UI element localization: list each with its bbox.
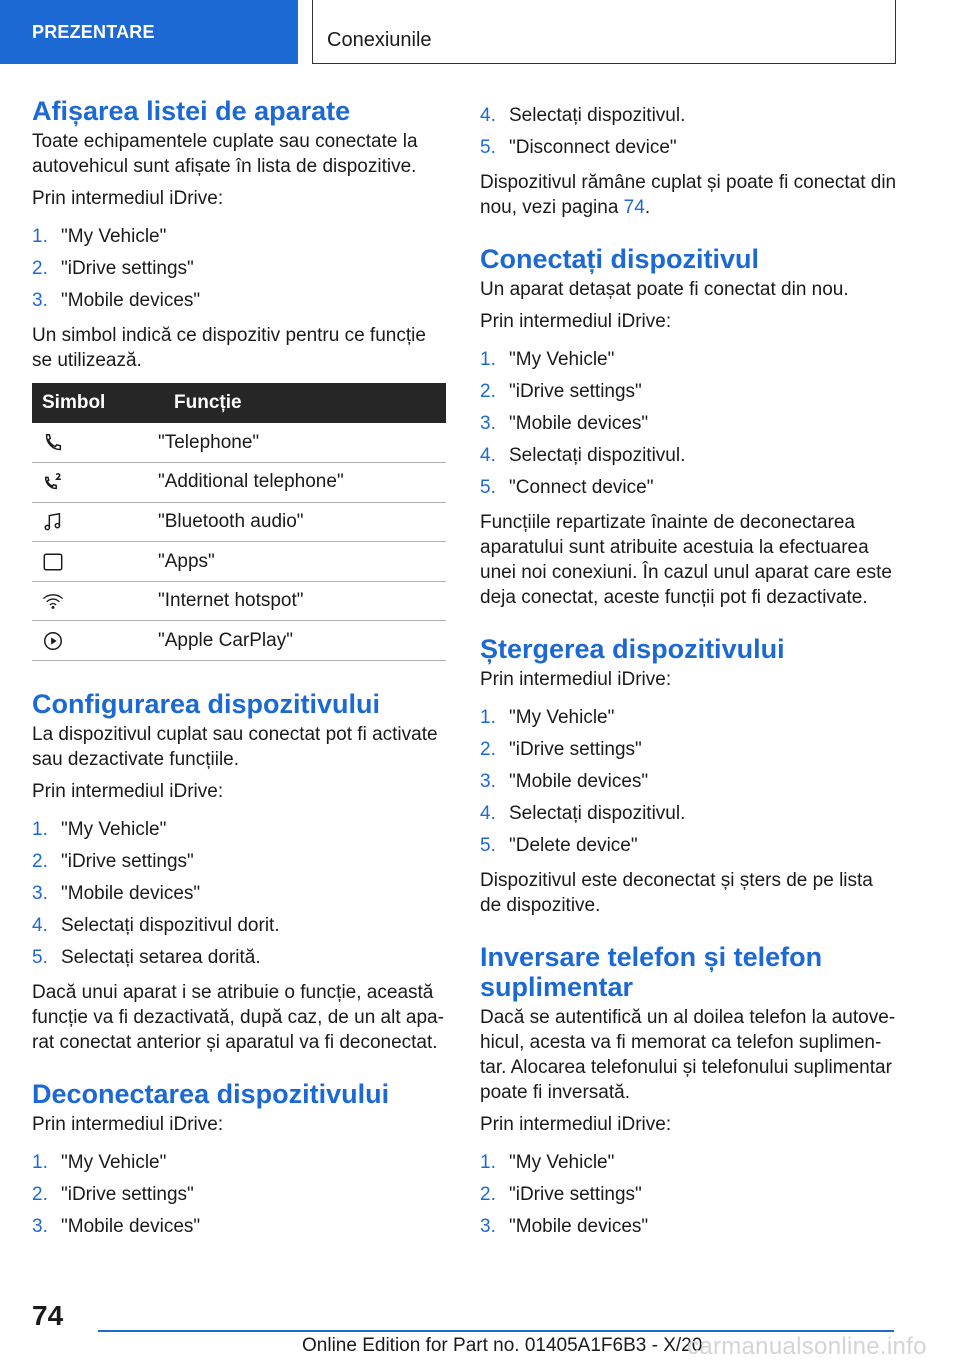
step-number: 3. <box>32 883 48 905</box>
paragraph: Toate echipamentele cuplate sau conectate la autovehicul sunt afișate în lista de dispozitive. <box>32 131 418 177</box>
list-item <box>32 878 450 910</box>
step-number: 3. <box>32 290 48 311</box>
step-text: "My Vehicle" <box>61 1152 167 1174</box>
paragraph: Dacă unui aparat i se atribuie o funcție, această funcție va fi dezactivată, după caz, de un alt apa‐ rat conectat anterior și aparatul va fi deconectat. <box>32 982 444 1054</box>
step-number: 4. <box>480 445 496 466</box>
step-text: "My Vehicle" <box>61 226 167 247</box>
step-text: "iDrive settings" <box>509 381 642 402</box>
steps-list <box>480 344 898 504</box>
paragraph: Prin intermediul iDrive: <box>32 781 224 803</box>
list-item <box>480 344 898 376</box>
paragraph: Un aparat detașat poate fi conectat din nou. <box>480 279 849 300</box>
paragraph-text: Dispozitivul rămâne cuplat și poate fi conectat din nou, vezi pagina <box>480 172 897 218</box>
step-text: "Mobile devices" <box>509 771 649 792</box>
table-row <box>32 423 446 463</box>
list-item <box>32 221 450 253</box>
step-number: 3. <box>32 1216 48 1238</box>
list-item <box>32 285 450 317</box>
step-text: "Delete device" <box>509 835 638 856</box>
right-column <box>480 96 898 1249</box>
paragraph: Prin intermediul iDrive: <box>480 669 672 690</box>
function-cell: "Additional telephone" <box>158 463 446 503</box>
step-text: "Mobile devices" <box>509 1216 649 1237</box>
list-item <box>480 702 898 734</box>
step-text: "Mobile devices" <box>61 290 201 311</box>
paragraph: La dispozitivul cuplat sau conectat pot fi activate sau dezactivate funcțiile. <box>32 724 438 771</box>
step-text: "My Vehicle" <box>509 349 615 370</box>
step-number: 2. <box>480 1184 496 1205</box>
step-number: 4. <box>32 915 48 937</box>
list-item <box>32 1211 450 1243</box>
list-item <box>480 472 898 504</box>
step-text: "iDrive settings" <box>61 258 194 279</box>
watermark: carmanualsonline.info <box>687 1333 927 1360</box>
steps-list <box>480 100 898 164</box>
list-item <box>480 1147 898 1179</box>
paragraph: Un simbol indică ce dispozitiv pentru ce funcție se utilizează. <box>32 325 426 371</box>
carplay-play-icon <box>42 630 64 652</box>
steps-list <box>32 814 450 974</box>
step-text: "Connect device" <box>509 477 654 498</box>
step-text: "iDrive settings" <box>61 851 194 873</box>
step-text: "Mobile devices" <box>509 413 649 434</box>
step-text: Selectați dispozitivul. <box>509 445 686 466</box>
steps-list <box>32 221 450 317</box>
paragraph <box>480 170 898 220</box>
list-item <box>480 798 898 830</box>
heading-delete-device: Ștergerea dispozitivului <box>480 634 785 664</box>
list-item <box>480 376 898 408</box>
step-number: 5. <box>32 947 48 969</box>
symbol-function-table <box>32 383 446 661</box>
step-text: "iDrive settings" <box>509 739 642 760</box>
list-item <box>480 1211 898 1243</box>
step-text: Selectați dispozitivul. <box>509 105 686 126</box>
list-item <box>32 942 450 974</box>
table-row <box>32 502 446 542</box>
list-item <box>32 814 450 846</box>
function-cell: "Apple CarPlay" <box>158 621 446 661</box>
step-number: 1. <box>32 819 48 841</box>
telephone-icon <box>42 432 64 454</box>
column-header-function: Funcție <box>158 383 446 423</box>
step-text: "My Vehicle" <box>509 707 615 728</box>
symbol-cell <box>32 542 158 582</box>
list-item <box>32 1147 450 1179</box>
step-number: 4. <box>480 803 496 824</box>
paragraph: Dispozitivul este deconectat și șters de pe lista de dispozitive. <box>480 870 873 916</box>
paragraph: Prin intermediul iDrive: <box>480 1114 672 1135</box>
step-text: Selectați dispozitivul. <box>509 803 686 824</box>
paragraph: Dacă se autentifică un al doilea telefon la autove‐ hicul, acesta va fi memorat ca telefon suplimen‐ tar. Alocarea telefonului și telefonului suplimentar poate fi inversată. <box>480 1007 896 1103</box>
step-number: 5. <box>480 835 496 856</box>
step-text: "Mobile devices" <box>61 883 201 905</box>
step-text: Selectați dispozitivul dorit. <box>61 915 280 937</box>
step-number: 1. <box>32 1152 48 1174</box>
paragraph: Prin intermediul iDrive: <box>32 188 224 209</box>
list-item <box>480 440 898 472</box>
heading-configure-device: Configurarea dispozitivului <box>32 689 381 720</box>
table-row <box>32 581 446 621</box>
step-number: 5. <box>480 137 496 158</box>
step-number: 1. <box>480 349 496 370</box>
step-text: "My Vehicle" <box>509 1152 615 1173</box>
list-item <box>480 408 898 440</box>
function-cell: "Telephone" <box>158 423 446 463</box>
step-text: "My Vehicle" <box>61 819 167 841</box>
symbol-cell <box>32 463 158 503</box>
step-number: 4. <box>480 105 496 126</box>
symbol-cell <box>32 581 158 621</box>
heading-swap-telephones: Inversare telefon și telefon suplimentar <box>480 942 823 1002</box>
edition-text: Online Edition for Part no. 01405A1F6B3 - X/20 <box>302 1335 703 1356</box>
page-number: 74 <box>32 1300 64 1331</box>
chapter-title: Conexiunile <box>312 0 896 64</box>
paragraph-text: . <box>644 197 651 218</box>
table-row <box>32 542 446 582</box>
function-cell: "Internet hotspot" <box>158 581 446 621</box>
step-number: 2. <box>480 381 496 402</box>
paragraph: Prin intermediul iDrive: <box>32 1114 224 1136</box>
function-cell: "Bluetooth audio" <box>158 502 446 542</box>
apps-square-icon <box>42 551 64 573</box>
table-header-row <box>32 383 446 423</box>
heading-connect-device: Conectați dispozitivul <box>480 244 760 274</box>
step-number: 1. <box>480 1152 496 1173</box>
symbol-cell <box>32 502 158 542</box>
steps-list <box>32 1147 450 1243</box>
heading-disconnect-device: Deconectarea dispozitivului <box>32 1079 390 1110</box>
list-item <box>480 100 898 132</box>
paragraph: Prin intermediul iDrive: <box>480 311 672 332</box>
list-item <box>32 253 450 285</box>
list-item <box>480 132 898 164</box>
step-text: "Mobile devices" <box>61 1216 201 1238</box>
music-note-icon <box>42 511 64 533</box>
wifi-icon <box>42 590 64 612</box>
step-number: 1. <box>480 707 496 728</box>
column-header-symbol: Simbol <box>32 383 158 423</box>
list-item <box>32 910 450 942</box>
steps-list <box>480 1147 898 1243</box>
step-number: 3. <box>480 413 496 434</box>
list-item <box>480 830 898 862</box>
step-text: "iDrive settings" <box>61 1184 194 1206</box>
step-number: 1. <box>32 226 48 247</box>
list-item <box>480 1179 898 1211</box>
list-item <box>32 846 450 878</box>
step-number: 3. <box>480 771 496 792</box>
heading-device-list: Afișarea listei de aparate <box>32 96 351 126</box>
step-text: "iDrive settings" <box>509 1184 642 1205</box>
symbol-cell <box>32 423 158 463</box>
section-tab: PREZENTARE <box>0 0 298 64</box>
symbol-cell <box>32 621 158 661</box>
left-column <box>32 96 450 1249</box>
table-row <box>32 621 446 661</box>
step-number: 2. <box>32 258 48 279</box>
additional-telephone-icon <box>42 471 64 493</box>
paragraph: Funcțiile repartizate înainte de deconectarea aparatului sunt atribuite acestuia la efectuarea unei noi conexiuni. În cazul unul aparat care este deja conectat, aceste funcții pot fi dezactivate. <box>480 512 892 608</box>
step-number: 2. <box>480 739 496 760</box>
page-reference-link[interactable]: 74 <box>623 197 645 218</box>
step-number: 2. <box>32 851 48 873</box>
list-item <box>32 1179 450 1211</box>
list-item <box>480 734 898 766</box>
step-number: 2. <box>32 1184 48 1206</box>
function-cell: "Apps" <box>158 542 446 582</box>
list-item <box>480 766 898 798</box>
step-number: 3. <box>480 1216 496 1237</box>
table-row <box>32 463 446 503</box>
step-text: "Disconnect device" <box>509 137 677 158</box>
step-text: Selectați setarea dorită. <box>61 947 261 969</box>
steps-list <box>480 702 898 862</box>
footer-divider <box>98 1330 894 1332</box>
step-number: 5. <box>480 477 496 498</box>
